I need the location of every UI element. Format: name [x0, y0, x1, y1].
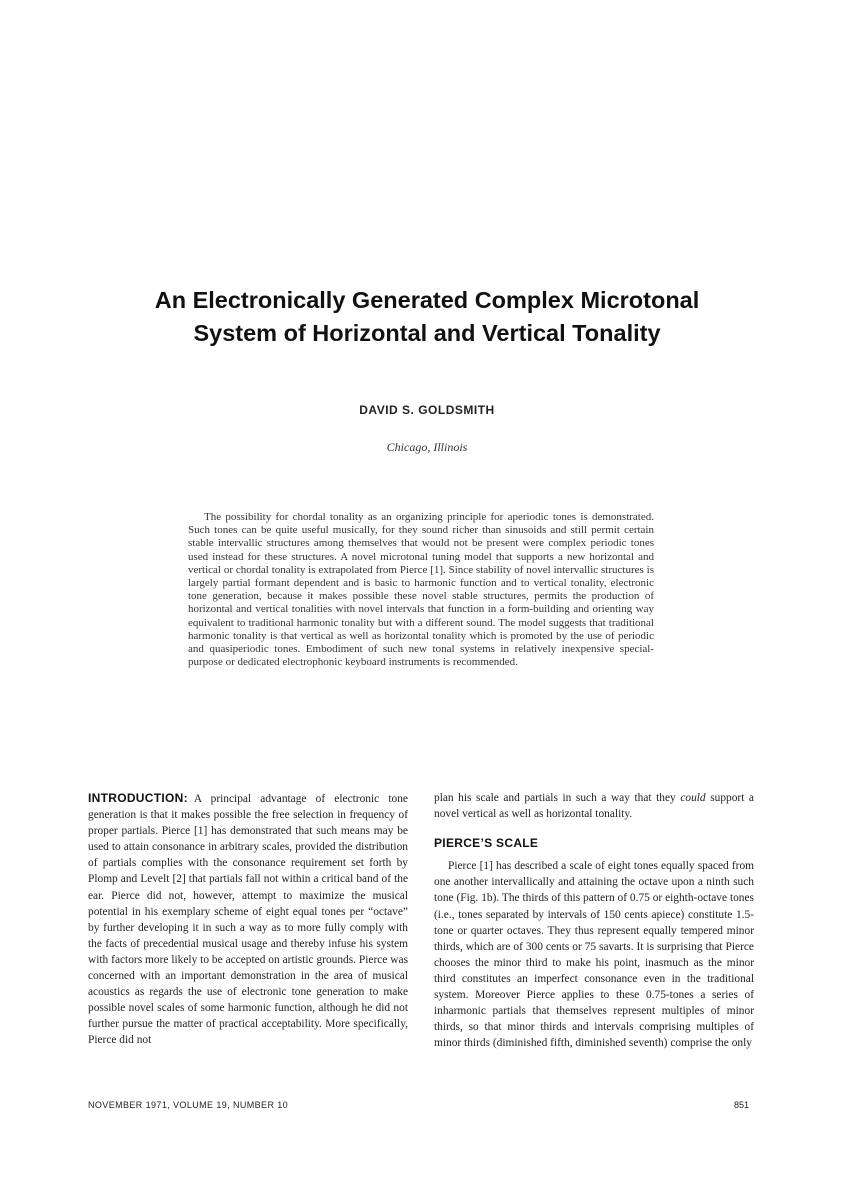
introduction-paragraph [88, 790, 408, 1049]
introduction-text: A principal advantage of electronic tone generation is that it makes possible the free selection in frequency of proper partials. Pierce [1] has demonstrated that such means may be used to attain consonance in arbitrary scales, provided the distribution of partials complies with the consonance requirement set forth by Plomp and Levelt [2] that partials fall not within a critical band of the ear. Pierce did not, however, attempt to maximize the musical potential in his exemplary scheme of eight equal tones per “octave” by further developing it in such a way as to more fully comply with the facts of precedential musical usage and thereby infuse his system with factors more likely to be accepted on artistic grounds. Pierce was concerned with an important demonstration in the area of musical acoustics as regards the use of electronic tone generation to make possible novel scales of some harmonic function, although he did not further pursue the matter of practical acceptability. More specifically, Pierce did not [88, 793, 408, 1047]
introduction-heading: INTRODUCTION: [88, 791, 188, 805]
article-title [60, 284, 794, 350]
right-column [434, 790, 754, 1051]
page-number: 851 [734, 1100, 750, 1110]
introduction-continuation: plan his scale and partials in such a way that they could support a novel vertical as well as horizontal tonality. [434, 792, 754, 821]
author-name: DAVID S. GOLDSMITH [359, 403, 495, 417]
abstract: The possibility for chordal tonality as an organizing principle for aperiodic tones is demonstrated. Such tones can be quite useful musically, for they sound richer than sinusoids and still permit certain stable intervallic structures among themselves that would not be present were complex periodic tones used instead for these structures. A novel microtonal tuning model that supports a new horizontal and vertical or chordal tonality is extrapolated from Pierce [1]. Since stability of novel intervallic structures is largely partial formant dependent and is basic to harmonic function and to vertical tonality, electronic tone generation, because it makes possible these novel stable structures, permits the production of horizontal and vertical tonalities with novel intervals that function in a form-building and orienting way equivalent to traditional harmonic tonality but with a different sound. The model suggests that traditional harmonic tonality is that vertical as well as horizontal tonality which is promoted by the use of periodic and quasiperiodic tones. Embodiment of such new tonal systems in relatively inexpensive special-purpose or dedicated electrophonic keyboard instruments is recommended. [188, 511, 654, 669]
pierces-scale-text: Pierce [1] has described a scale of eight tones equally spaced from one another intervallically and attaining the octave upon a ninth such tone (Fig. 1b). The thirds of this pattern of 0.75 or eighth-octave tones (i.e., tones separated by intervals of 150 cents apiece) constitute 1.5-tone or quarter octaves. They thus represent equally tempered minor thirds, which are of 300 cents or 75 savarts. It is surprising that Pierce chooses the minor third to make his point, inasmuch as the minor third constitutes an imperfect consonance even in the traditional system. Moreover Pierce applies to these 0.75-tones a series of inharmonic partials that themselves represent multiples of minor thirds, so that minor thirds and intervals comprising multiples of minor thirds (diminished fifth, diminished seventh) comprise the only [434, 860, 754, 1050]
left-column [88, 790, 408, 1049]
title-line-1: An Electronically Generated Complex Microtonal [154, 287, 700, 313]
footer-issue: NOVEMBER 1971, VOLUME 19, NUMBER 10 [88, 1100, 289, 1110]
emphasis-could: could [680, 792, 706, 804]
section-heading-pierces-scale: PIERCE’S SCALE [434, 836, 539, 851]
title-line-2: System of Horizontal and Vertical Tonality [193, 320, 661, 346]
author-affiliation: Chicago, Illinois [386, 440, 468, 454]
